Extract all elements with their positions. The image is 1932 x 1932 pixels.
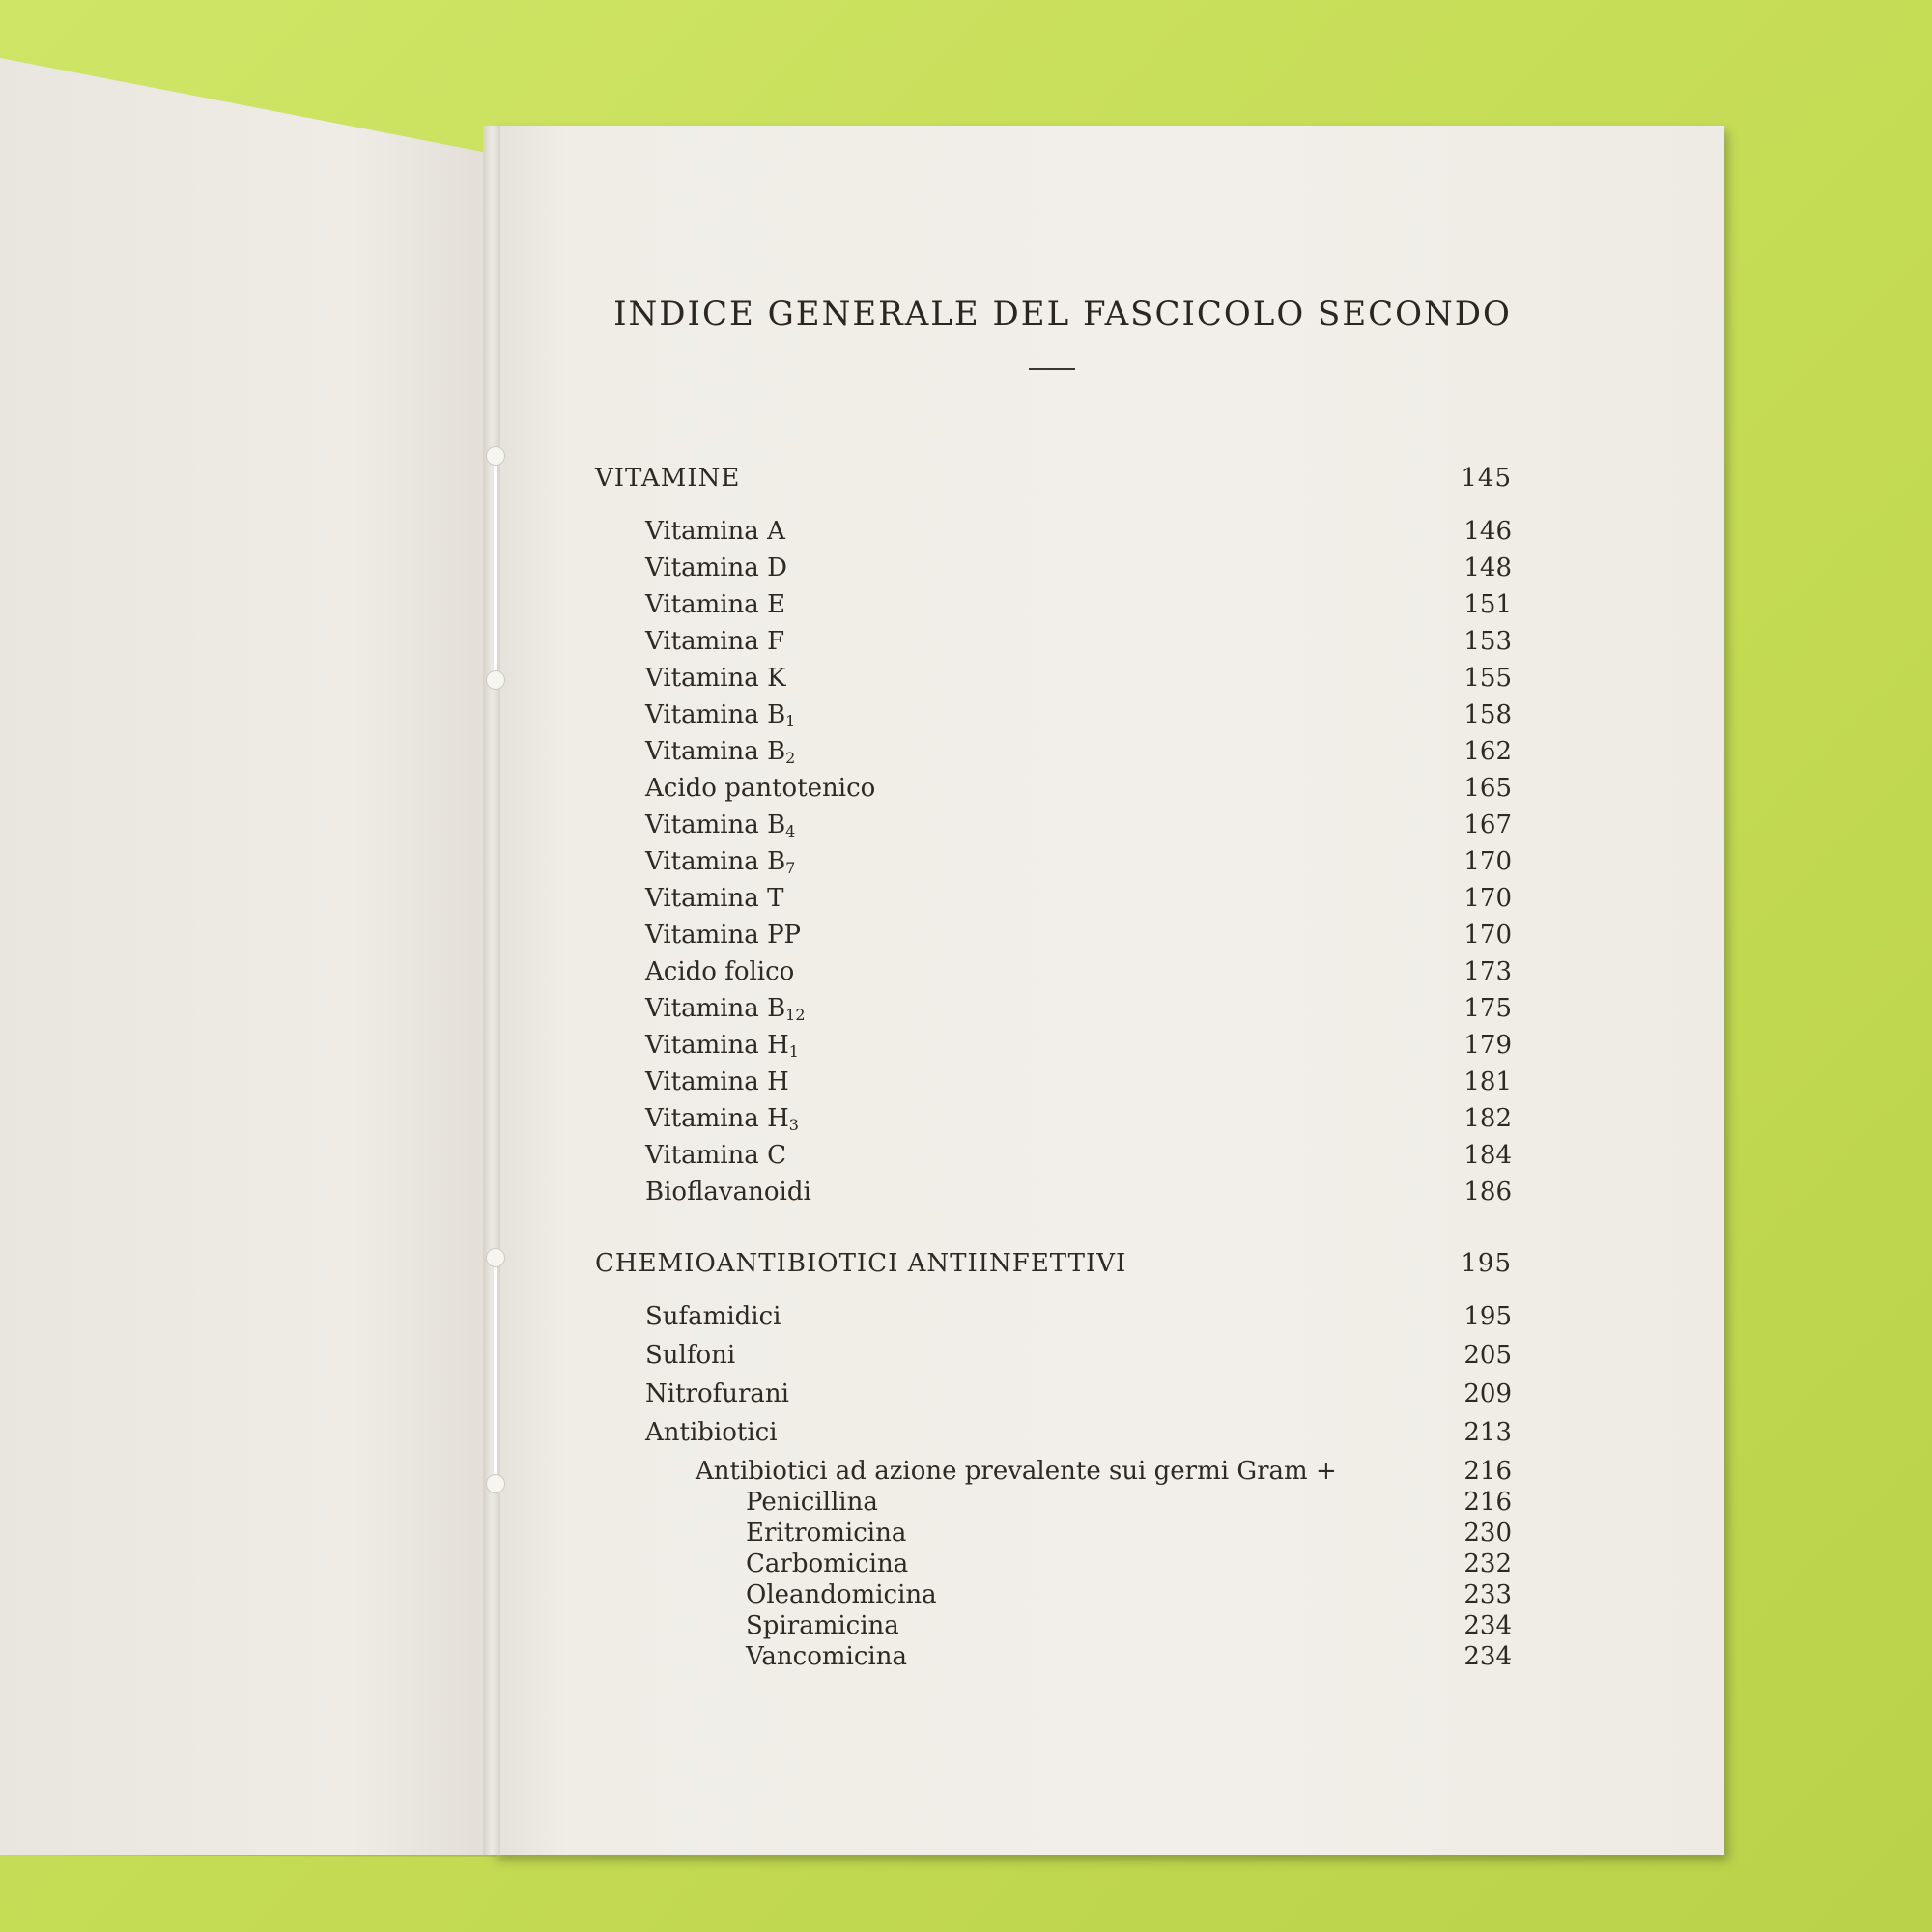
entry-label	[645, 989, 806, 1028]
toc-entry	[645, 916, 1512, 954]
page-number: 230	[1463, 1519, 1512, 1548]
entry-text: Vitamina B	[645, 810, 786, 839]
entry-text: VITAMINE	[595, 464, 741, 493]
entry-text: Vitamina K	[645, 664, 786, 693]
toc-entry	[645, 1136, 1512, 1175]
entry-label	[645, 1297, 781, 1336]
entry-label	[645, 806, 795, 844]
thread-knot	[486, 446, 505, 466]
entry-subscript: 7	[785, 859, 796, 877]
binding-thread	[494, 1256, 497, 1488]
toc-entry	[645, 696, 1512, 734]
toc-entry	[645, 585, 1512, 624]
page-number: 175	[1463, 994, 1512, 1023]
entry-label	[746, 1637, 907, 1676]
section-label	[595, 459, 740, 497]
page-number: 151	[1463, 590, 1512, 619]
toc-entry	[645, 842, 1512, 881]
entry-label	[645, 769, 875, 808]
entry-text: Vitamina B	[645, 847, 786, 876]
entry-text: Vitamina A	[645, 517, 785, 546]
page-number: 216	[1463, 1457, 1512, 1486]
entry-text: Nitrofurani	[645, 1379, 789, 1408]
entry-label	[645, 1413, 778, 1452]
toc-entry	[645, 989, 1512, 1028]
entry-label	[645, 916, 801, 954]
page-number: 170	[1463, 921, 1512, 950]
entry-label	[645, 952, 794, 991]
toc-entry	[645, 512, 1512, 551]
entry-label	[645, 512, 785, 551]
entry-label	[645, 842, 795, 881]
page-number: 216	[1463, 1488, 1512, 1517]
toc-entry	[645, 806, 1512, 844]
toc-entry	[645, 1375, 1512, 1413]
entry-label	[645, 696, 795, 734]
page-number: 186	[1463, 1178, 1512, 1207]
entry-text: Eritromicina	[746, 1519, 907, 1548]
entry-label	[645, 659, 786, 697]
page-number: 184	[1463, 1141, 1512, 1170]
entry-text: Antibiotici	[645, 1418, 778, 1447]
toc-entry	[645, 1413, 1512, 1452]
entry-text: Spiramicina	[746, 1611, 899, 1640]
entry-label	[645, 732, 795, 771]
entry-label	[645, 1099, 799, 1138]
entry-subscript: 12	[785, 1006, 806, 1024]
entry-text: Vitamina B	[645, 737, 786, 766]
page-number: 155	[1463, 664, 1512, 693]
toc-entry	[645, 1099, 1512, 1138]
toc-entry	[645, 1336, 1512, 1375]
toc-entry	[645, 732, 1512, 771]
toc-entry	[645, 769, 1512, 808]
page-number: 165	[1463, 774, 1512, 803]
entry-text: Vitamina B	[645, 994, 786, 1023]
entry-label	[645, 1026, 799, 1065]
toc-entry	[645, 879, 1512, 918]
book-spine	[483, 126, 500, 1855]
entry-text: Antibiotici ad azione prevalente sui germi Gram +	[696, 1457, 1337, 1486]
page-number: 145	[1461, 464, 1512, 493]
section-label	[595, 1244, 1126, 1283]
toc-entry	[746, 1637, 1512, 1676]
page-number: 232	[1463, 1549, 1512, 1578]
entry-text: Vitamina PP	[645, 921, 802, 950]
page-number: 213	[1463, 1418, 1512, 1447]
entry-text: CHEMIOANTIBIOTICI ANTIINFETTIVI	[595, 1249, 1127, 1278]
page-number: 179	[1463, 1031, 1512, 1060]
entry-label	[645, 622, 784, 661]
page-number: 170	[1463, 884, 1512, 913]
page-number: 181	[1463, 1067, 1512, 1096]
toc-entry	[645, 1297, 1512, 1336]
page-number: 234	[1463, 1642, 1512, 1671]
page-number: 205	[1463, 1341, 1512, 1370]
entry-text: Sufamidici	[645, 1302, 781, 1331]
toc-entry	[645, 1026, 1512, 1065]
entry-text: Vitamina F	[645, 627, 785, 656]
page-number: 146	[1463, 517, 1512, 546]
entry-text: Vitamina C	[645, 1141, 786, 1170]
entry-label	[645, 1063, 789, 1101]
entry-text: Vitamina H	[645, 1031, 789, 1060]
entry-text: Vitamina D	[645, 554, 787, 582]
toc-entry	[645, 1063, 1512, 1101]
entry-subscript: 1	[785, 712, 796, 730]
entry-subscript: 1	[788, 1042, 799, 1061]
page-number: 195	[1463, 1302, 1512, 1331]
entry-subscript: 3	[788, 1116, 799, 1134]
entry-label	[645, 549, 787, 587]
page-number: 209	[1463, 1379, 1512, 1408]
entry-label	[645, 585, 785, 624]
page-number: 234	[1463, 1611, 1512, 1640]
entry-label	[645, 1336, 735, 1375]
section-heading	[595, 459, 1512, 497]
page-number: 167	[1463, 810, 1512, 839]
page-number: 153	[1463, 627, 1512, 656]
thread-knot	[486, 1248, 505, 1267]
entry-text: Acido folico	[645, 957, 795, 986]
title-rule	[1029, 368, 1075, 370]
binding-thread	[494, 454, 497, 686]
entry-label	[645, 1173, 811, 1211]
toc-entry	[645, 659, 1512, 697]
section-heading	[595, 1244, 1512, 1283]
page-number: 162	[1463, 737, 1512, 766]
entry-label	[645, 1136, 786, 1175]
entry-text: Oleandomicina	[746, 1580, 937, 1609]
page-number: 182	[1463, 1104, 1512, 1133]
toc-entry	[645, 952, 1512, 991]
entry-text: Penicillina	[746, 1488, 878, 1517]
entry-label	[645, 1375, 789, 1413]
page-number: 170	[1463, 847, 1512, 876]
page-number: 195	[1461, 1249, 1512, 1278]
toc-entry	[645, 1173, 1512, 1211]
page-title: INDICE GENERALE DEL FASCICOLO SECONDO	[613, 295, 1512, 333]
thread-knot	[486, 670, 505, 690]
entry-text: Carbomicina	[746, 1549, 909, 1578]
entry-text: Vitamina H	[645, 1104, 789, 1133]
entry-subscript: 4	[785, 822, 796, 840]
entry-label	[645, 879, 783, 918]
entry-text: Vancomicina	[746, 1642, 907, 1671]
entry-text: Acido pantotenico	[645, 774, 876, 803]
entry-text: Vitamina H	[645, 1067, 789, 1096]
page-number: 233	[1463, 1580, 1512, 1609]
left-page	[0, 58, 497, 1855]
entry-text: Vitamina T	[645, 884, 784, 913]
entry-text: Vitamina E	[645, 590, 786, 619]
entry-text: Vitamina B	[645, 700, 786, 729]
toc-entry	[645, 549, 1512, 587]
page-number: 148	[1463, 554, 1512, 582]
entry-subscript: 2	[785, 749, 796, 767]
thread-knot	[486, 1474, 505, 1493]
toc-entry	[645, 622, 1512, 661]
entry-text: Sulfoni	[645, 1341, 736, 1370]
page-number: 173	[1463, 957, 1512, 986]
page-number: 158	[1463, 700, 1512, 729]
entry-text: Bioflavanoidi	[645, 1178, 811, 1207]
